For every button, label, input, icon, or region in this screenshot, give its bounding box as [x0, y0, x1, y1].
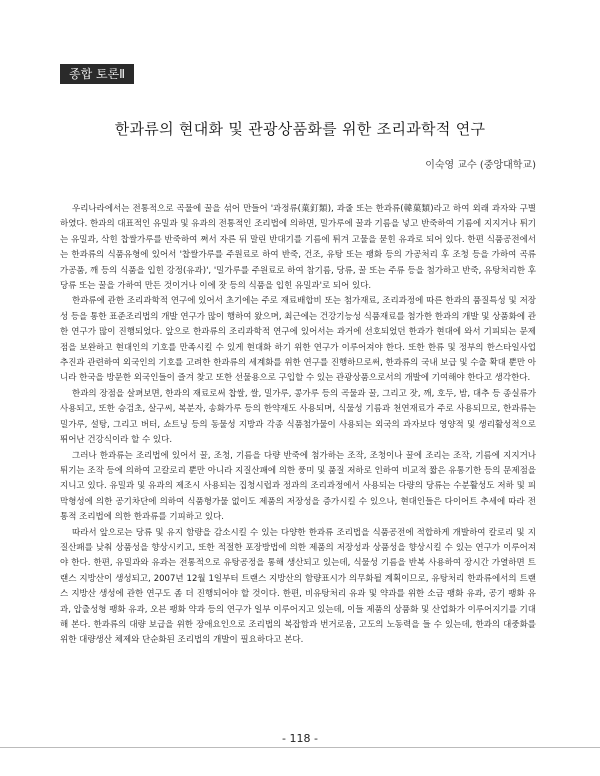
author-line: 이숙영 교수 (중앙대학교) — [425, 160, 536, 171]
footer-divider — [0, 747, 600, 748]
paragraph-1: 우리나라에서는 전통적으로 곡물에 꿀을 섞어 만들어 '과정류(菓釘類), 과줄 또는 한과류(韓菓類)라고 하여 외래 과자와 구별하였다. 한과의 대표적인 유밀과 및 유과의 전통적인 조리법에 의하면, 밀가루에 꿀과 기름을 넣고 반죽하여 기름에 지지거나 튀기는 유밀과, 삭힌 찹쌀가루를 반죽하여 쪄서 자른 뒤 말린 반대기를 기름에 튀겨 고물을 묻힌 유과로 되어 있다. 한편 식품공전에서는 한과류의 식품유형에 있어서 '찹쌀가루를 주원료로 하여 반죽, 건조, 유탕 또는 팽화 등의 가공처리 후 조청 등을 가하여 곡류 가공품, 깨 등의 식품을 입힌 강정(유과)', '밀가루를 주원료로 하여 참기름, 당류, 꿀 또는 주류 등을 첨가하고 반죽, 유탕처리한 후 당류 또는 꿀을 가하여 만든 것이거나 이에 잣 등의 식품을 입힌 유밀과'로 되어 있다. — [60, 204, 536, 292]
paragraph-4: 그러나 한과류는 조리법에 있어서 꿀, 조청, 기름을 다량 반죽에 첨가하는 조작, 조청이나 꿀에 조리는 조작, 기름에 지지거나 튀기는 조작 등에 의하여 고칼로리 뿐만 아니라 지질산패에 의한 풍미 및 품질 저하로 인하여 비교적 짧은 유통기한 등의 문제점을 지니고 있다. 유밀과 및 유과의 제조시 사용되는 집청시럽과 정과의 조리과정에서 사용되는 다량의 당류는 수분활성도 저하 및 피막형성에 의한 공기차단에 의하여 식품형가물 없이도 제품의 저장성을 증가시킬 수 있으나, 현대인들은 다이어트 추세에 따라 전통적 조리법에 의한 한과류를 기피하고 있다. — [60, 450, 536, 523]
page-title: 한과류의 현대화 및 관광상품화를 위한 조리과학적 연구 — [114, 120, 486, 138]
paragraph-3: 한과의 장점을 살펴보면, 한과의 재료로써 찹쌀, 쌀, 밀가루, 콩가루 등의 곡물과 꿀, 그리고 잣, 깨, 호두, 밤, 대추 등 종실류가 사용되고, 또한 승검초, 살구씨, 복분자, 송화가루 등의 한약재도 사용되며, 식물성 기름과 천연재료가 주로 사용되므로, 한과류는 밀가루, 설탕, 그리고 버터, 쇼트닝 등의 동물성 지방과 각종 식품첨가물이 사용되는 외국의 과자보다 영양적 및 생리활성적으로 뛰어난 건강식이라 할 수 있다. — [60, 388, 536, 446]
paragraph-2: 한과류에 관한 조리과학적 연구에 있어서 초기에는 주로 재료배합비 또는 첨가재료, 조리과정에 따른 한과의 품질특성 및 저장성 등을 통한 표준조리법의 개발 연구가 많이 행하여 왔으며, 최근에는 건강기능성 식품재료를 첨가한 한과의 개발 및 상품화에 관한 연구가 많이 진행되었다. 앞으로 한과류의 조리과학적 연구에 있어서는 과거에 선호되었던 한과가 현대에 와서 기피되는 문제점을 보완하고 현대인의 기호를 만족시킬 수 있게 현대화 하기 위한 연구가 이루어져야 한다. 또한 한류 및 정부의 한스타일사업 추진과 관련하여 외국인의 기호를 고려한 한과류의 세계화를 위한 연구를 진행하므로써, 한과류의 국내 보급 및 수출 확대 뿐만 아니라 한국을 방문한 외국인들이 즐겨 찾고 또한 선물용으로 구입할 수 있는 관광상품으로서의 개발에 기여해야 한다고 생각한다. — [60, 296, 536, 384]
body-text — [60, 202, 536, 649]
paragraph-5: 따라서 앞으로는 당류 및 유지 함량을 감소시킬 수 있는 다양한 한과류 조리법을 식품공전에 적합하게 개발하여 칼로리 및 지질산패를 낮춰 상품성을 향상시키고, 또한 적절한 포장방법에 의한 제품의 저장성과 상품성을 향상시킬 수 있는 연구가 이루어져야 한다. 한편, 유밀과와 유과는 전통적으로 유탕공정을 통해 생산되고 있는데, 식물성 기름을 반복 사용하여 장시간 가열하면 트랜스 지방산이 생성되고, 2007년 12월 1일부터 트랜스 지방산의 함량표시가 의무화될 계획이므로, 유탕처리 한과류에서의 트랜스 지방산 생성에 관한 연구도 좀 더 진행되어야 할 것이다. 한편, 비유탕처리 유과 및 약과를 위한 소금 팽화 유과, 공기 팽화 유과, 압출성형 팽화 유과, 오븐 팽화 약과 등의 연구가 일부 이루어지고 있는데, 이들 제품의 상품화 및 산업화가 이루어지기를 기대해 본다. 한과류의 대량 보급을 위한 장애요인으로 조리법의 복잡함과 번거로움, 고도의 노동력을 들 수 있는데, 한과의 대중화를 위한 대량생산 체제와 단순화된 조리법의 개발이 필요하다고 본다. — [60, 527, 536, 646]
page-number: - 118 - — [282, 732, 318, 745]
section-badge: 종합 토론Ⅱ — [60, 64, 134, 84]
